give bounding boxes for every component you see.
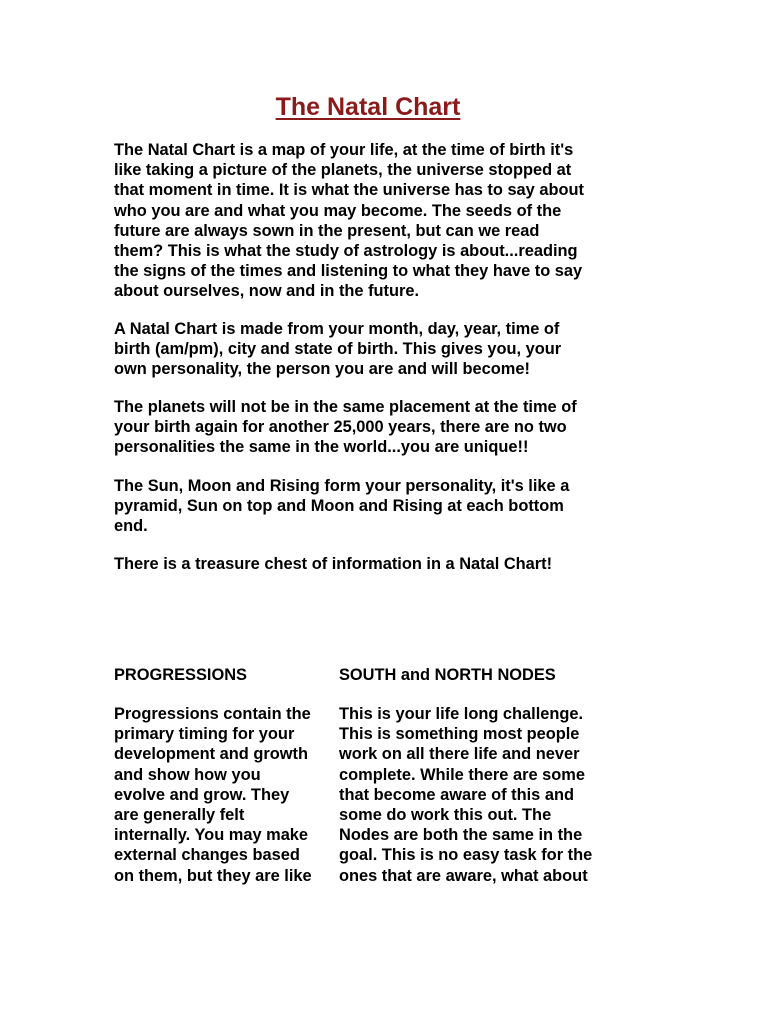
text-line: complete. While there are some xyxy=(339,765,585,784)
text-line: end. xyxy=(114,517,148,536)
text-line: pyramid, Sun on top and Moon and Rising at each bottom xyxy=(114,497,564,516)
column-text-nodes xyxy=(339,704,592,886)
text-line: who you are and what you may become. The seeds of the xyxy=(114,201,562,220)
text-line: primary timing for your xyxy=(114,725,295,744)
text-line: birth (am/pm), city and state of birth. This gives you, your xyxy=(114,340,562,359)
text-line: about ourselves, now and in the future. xyxy=(114,282,420,301)
text-line: Nodes are both the same in the xyxy=(339,826,583,845)
text-line: This is something most people xyxy=(339,725,580,744)
column-text-progressions xyxy=(114,704,312,886)
text-line: external changes based xyxy=(114,846,300,865)
text-line: personalities the same in the world...you are unique!! xyxy=(114,438,529,457)
text-line: This is your life long challenge. xyxy=(339,705,584,723)
text-line: your birth again for another 25,000 years, there are no two xyxy=(114,418,567,437)
text-line: future are always sown in the present, but can we read xyxy=(114,221,540,240)
paragraph-intro xyxy=(114,140,634,302)
text-line: the signs of the times and listening to what they have to say xyxy=(114,262,583,281)
text-line: development and growth xyxy=(114,745,308,764)
text-line: There is a treasure chest of information in a Natal Chart! xyxy=(114,555,553,573)
column-heading-nodes: SOUTH and NORTH NODES xyxy=(339,666,556,684)
paragraph-how-made xyxy=(114,319,634,380)
paragraph-planets xyxy=(114,397,634,458)
text-line: some do work this out. The xyxy=(339,806,552,825)
column-heading-progressions: PROGRESSIONS xyxy=(114,666,247,684)
paragraph-treasure xyxy=(114,554,634,574)
text-line: A Natal Chart is made from your month, day, year, time of xyxy=(114,320,560,338)
paragraph-sun-moon-rising xyxy=(114,476,634,537)
page-title: The Natal Chart xyxy=(275,93,461,121)
text-line: evolve and grow. They xyxy=(114,785,290,804)
text-line: are generally felt xyxy=(114,806,245,825)
text-line: The Natal Chart is a map of your life, at the time of birth it's xyxy=(114,141,574,159)
text-line: on them, but they are like xyxy=(114,866,312,885)
text-line: that moment in time. It is what the universe has to say about xyxy=(114,181,584,200)
text-line: like taking a picture of the planets, the universe stopped at xyxy=(114,161,572,180)
text-line: work on all there life and never xyxy=(339,745,580,764)
text-line: Progressions contain the xyxy=(114,705,311,723)
text-line: internally. You may make xyxy=(114,826,309,845)
text-line: ones that are aware, what about xyxy=(339,866,588,885)
text-line: The planets will not be in the same placement at the time of xyxy=(114,398,577,416)
text-line: them? This is what the study of astrology is about...reading xyxy=(114,242,578,261)
text-line: that become aware of this and xyxy=(339,785,574,804)
text-line: goal. This is no easy task for the xyxy=(339,846,593,865)
text-line: and show how you xyxy=(114,765,261,784)
text-line: own personality, the person you are and will become! xyxy=(114,360,530,379)
text-line: The Sun, Moon and Rising form your personality, it's like a xyxy=(114,477,570,495)
